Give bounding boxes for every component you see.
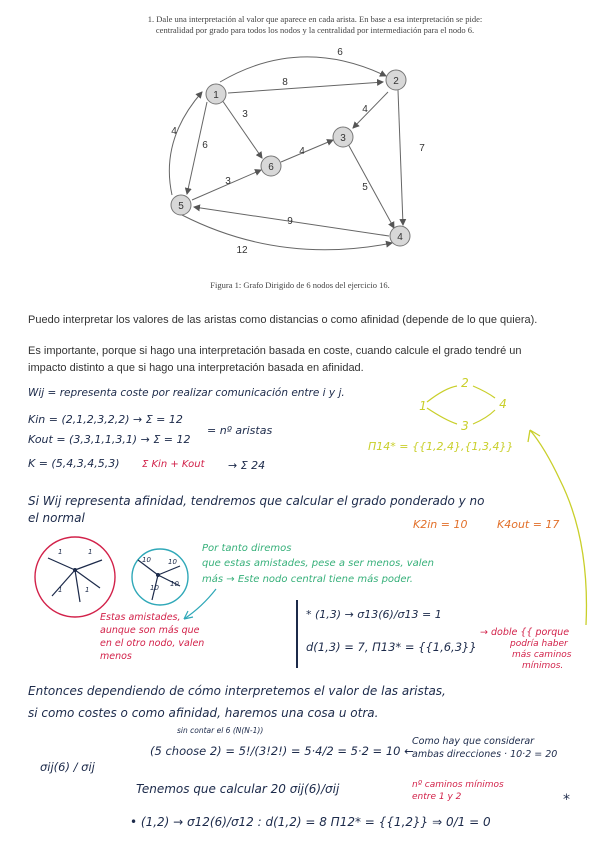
note-entonces-1: Entonces dependiendo de cómo interpretemos el valor de las aristas,	[28, 684, 446, 698]
exercise-statement	[115, 14, 515, 36]
note-sigma-2: d(1,3) = 7, Π13* = {{1,6,3}}	[306, 640, 477, 654]
node-label: 5	[178, 201, 184, 212]
typed-paragraph-2a: Es importante, porque si hago una interpretación basada en coste, cuando calcule el grado tendré un	[28, 345, 522, 357]
vertical-bar	[296, 600, 298, 668]
note-como-hay-1: Como hay que considerar	[412, 736, 535, 747]
note-mas-caminos: más caminos	[512, 650, 572, 660]
mini-node-label: 1	[419, 399, 427, 413]
edge-weight: 4	[362, 104, 368, 115]
edge-weight: 12	[236, 245, 248, 256]
edge-2-3	[353, 92, 388, 128]
note-red-1: Estas amistades,	[100, 612, 181, 623]
edge-2-4	[398, 90, 403, 225]
note-binomial: (5 choose 2) = 5!/(3!2!) = 5·4/2 = 5·2 = 10 ←	[150, 744, 414, 758]
edge-weight: 6	[337, 47, 343, 58]
circle-edge-label: 10	[142, 556, 151, 564]
circle-edge-label: 1	[85, 586, 90, 594]
edge-6-3	[281, 140, 333, 162]
note-kout: Kout = (3,3,1,1,3,1) → Σ = 12	[28, 433, 191, 446]
edge-weight: 8	[282, 77, 288, 88]
note-final: • (1,2) → σ12(6)/σ12 : d(1,2) = 8 Π12* = {{1,2}} ⇒ 0/1 = 0	[130, 815, 491, 829]
note-n-caminos-1: nº caminos mínimos	[412, 780, 504, 790]
note-minimos: mínimos.	[522, 661, 564, 671]
exercise-line-2: centralidad por grado para todos los nodos y la centralidad por intermediación para el nodo 6.	[155, 25, 475, 35]
star-mark: *	[563, 792, 570, 808]
circle-edge-label: 10	[170, 580, 179, 588]
node-label: 3	[340, 133, 346, 144]
circle-edge-label: 1	[58, 548, 63, 556]
note-tenemos: Tenemos que calcular 20 σij(6)/σij	[136, 782, 340, 796]
note-red-3: en el otro nodo, valen	[100, 638, 205, 649]
directed-graph-figure	[150, 40, 450, 280]
mini-node-label: 3	[461, 419, 469, 433]
note-entonces-2: si como costes o como afinidad, haremos una cosa u otra.	[28, 706, 379, 720]
edge-weight: 6	[202, 140, 208, 151]
note-podria: podría haber	[510, 639, 568, 649]
circle-edge-label: 10	[150, 584, 159, 592]
note-red-4: menos	[100, 651, 132, 662]
note-k-sum: Σ Kin + Kout	[142, 459, 205, 470]
note-red-2: aunque son más que	[100, 625, 200, 636]
edge-weight: 4	[171, 126, 177, 137]
note-green-1: Por tanto diremos	[202, 543, 292, 554]
edge-weight: 5	[362, 182, 368, 193]
note-n-caminos-2: entre 1 y 2	[412, 792, 462, 802]
edge-weight: 3	[242, 109, 248, 120]
note-sin-contar: sin contar el 6 (N(N-1))	[177, 726, 264, 735]
node-label: 6	[268, 162, 274, 173]
mini-node-label: 2	[461, 376, 469, 390]
circle-edge-label: 10	[168, 558, 177, 566]
mini-node-label: 4	[499, 397, 507, 411]
note-num-aristas: = nº aristas	[207, 424, 273, 437]
note-como-hay-2: ambas direcciones · 10·2 = 20	[412, 749, 558, 760]
note-afinidad-1: Si Wij representa afinidad, tendremos que calcular el grado ponderado y no	[28, 494, 485, 508]
note-sigma-ij: σij(6) / σij	[40, 760, 95, 774]
edge-weight: 9	[287, 216, 293, 227]
typed-paragraph-1: Puedo interpretar los valores de las aristas como distancias o como afinidad (depende de lo que quiera).	[28, 314, 538, 326]
note-doble: → doble {{ porque	[480, 627, 570, 638]
node-label: 2	[393, 76, 399, 87]
note-sigma-1: * (1,3) → σ13(6)/σ13 = 1	[306, 608, 442, 621]
note-k2-in: K2in = 10	[413, 518, 468, 531]
edge-weight: 7	[419, 143, 425, 154]
note-k: K = (5,4,3,4,5,3)	[28, 457, 120, 470]
edge-weight: 3	[225, 176, 231, 187]
edge-1-2	[228, 82, 383, 93]
note-kin: Kin = (2,1,2,3,2,2) → Σ = 12	[28, 413, 183, 426]
node-label: 1	[213, 90, 219, 101]
note-wij-cost: Wij = representa coste por realizar comunicación entre i y j.	[28, 387, 345, 399]
exercise-line-1: Dale una interpretación al valor que aparece en cada arista. En base a esa interpretación se pide:	[156, 14, 483, 24]
typed-paragraph-2b: impacto distinto a que si hago una interpretación basada en afinidad.	[28, 362, 364, 374]
note-green-3: más → Este nodo central tiene más poder.	[202, 574, 413, 585]
circle-edge-label: 1	[58, 586, 63, 594]
node-label: 4	[397, 232, 403, 243]
edge-3-4	[348, 144, 394, 228]
figure-caption: Figura 1: Grafo Dirigido de 6 nodos del ejercicio 16.	[210, 280, 390, 290]
circle-edge-label: 1	[88, 548, 93, 556]
note-green-2: que estas amistades, pese a ser menos, valen	[202, 558, 435, 569]
edge-weight: 4	[299, 146, 305, 157]
note-pi14: Π14* = {{1,2,4},{1,3,4}}	[368, 440, 514, 453]
arrow-green	[176, 585, 226, 625]
edge-5-1	[169, 92, 202, 195]
edge-1-2-curve	[220, 57, 386, 82]
note-k4-out: K4out = 17	[497, 518, 560, 531]
exercise-number: 1.	[147, 14, 155, 24]
note-k-24: → Σ 24	[228, 459, 266, 472]
note-afinidad-2: el normal	[28, 511, 85, 525]
